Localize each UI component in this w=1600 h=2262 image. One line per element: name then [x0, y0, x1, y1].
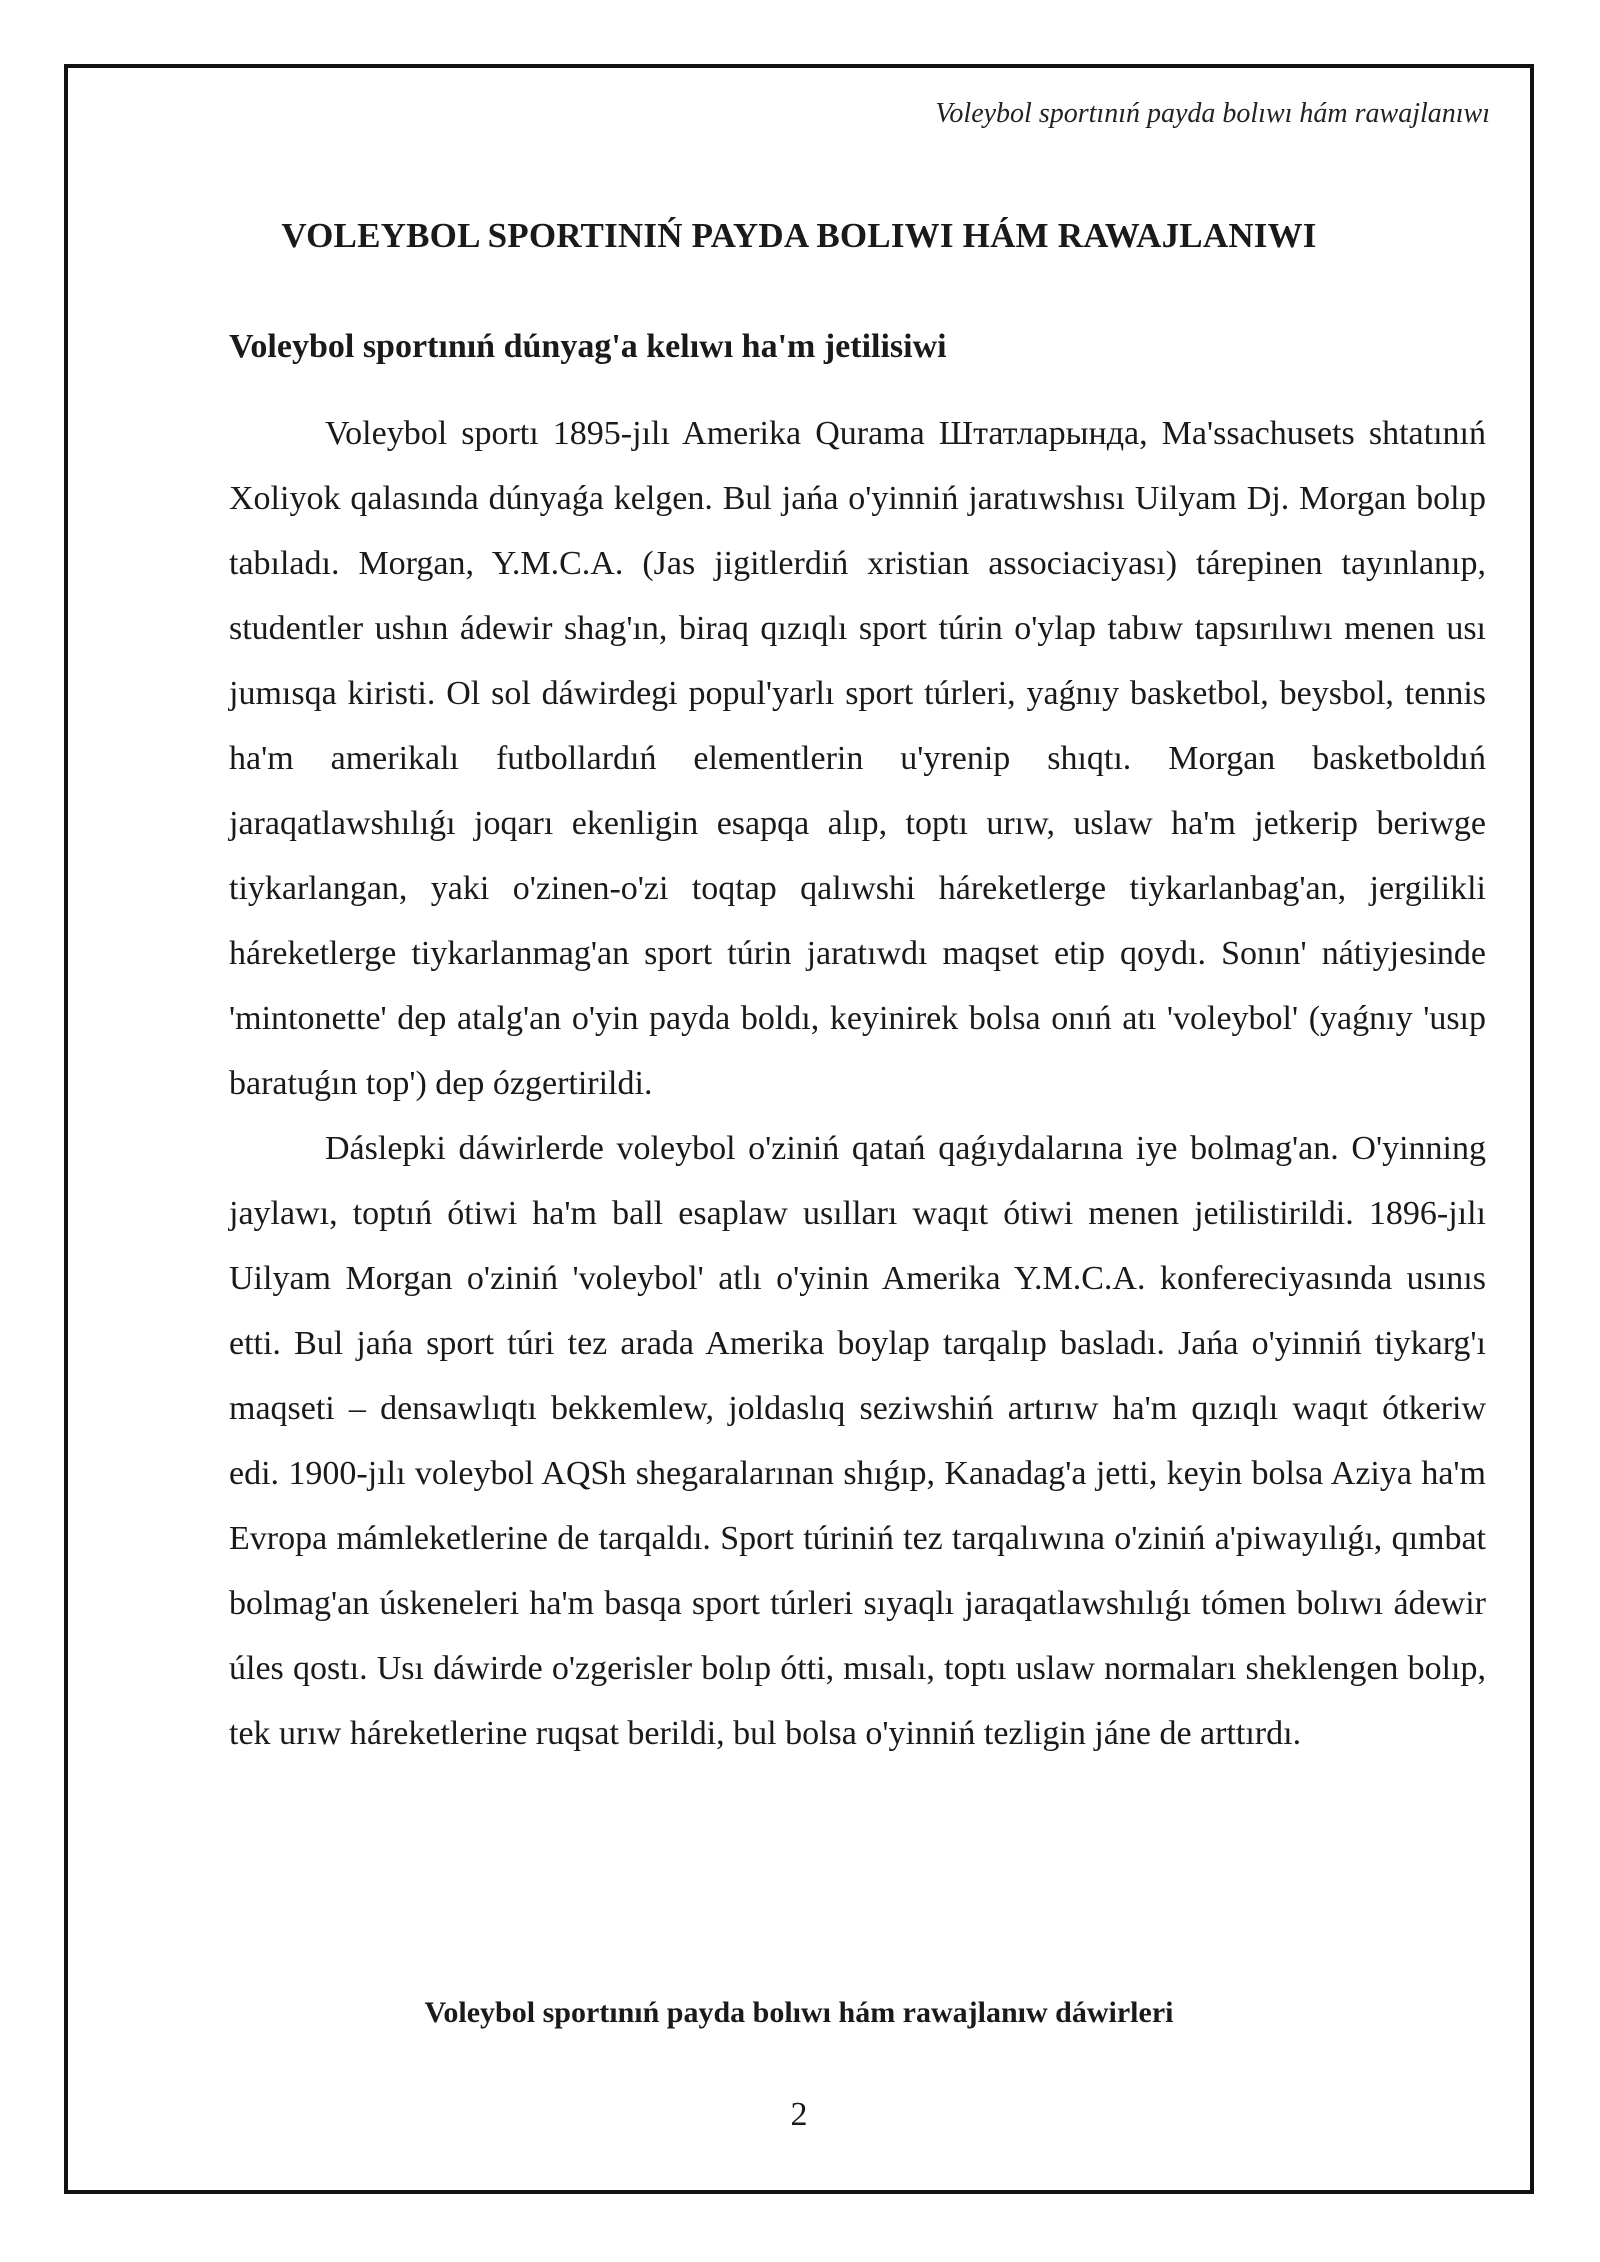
- paragraph: Dáslepki dáwirlerde voleybol o'ziniń qatań qaǵıydalarına iye bolmag'an. O'yinning jaylawı, toptıń ótiwi ha'm ball esaplaw usılları waqıt ótiwi menen jetilistirildi. 1896-jılı Uilyam Morgan o'ziniń 'voleybol' atlı o'yinin Amerika Y.M.C.A. konfereciyasında usınıs etti. Bul jańa sport túri tez arada Amerika boylap tarqalıp basladı. Jańa o'yinniń tiykarg'ı maqseti – densawlıqtı bekkemlew, joldaslıq seziwshiń artırıw ha'm qızıqlı waqıt ótkeriw edi. 1900-jılı voleybol AQSh shegaralarınan shıǵıp, Kanadag'a jetti, keyin bolsa Aziya ha'm Evropa mámleketlerine de tarqaldı. Sport túriniń tez tarqalıwına o'ziniń a'piwayılıǵı, qımbat bolmag'an úskeneleri ha'm basqa sport túrleri sıyaqlı jaraqatlawshılıǵı tómen bolıwı ádewir úles qostı. Usı dáwirde o'zgerisler bolıp ótti, mısalı, toptı uslaw normaları sheklengen bolıp, tek urıw háreketlerine ruqsat berildi, bul bolsa o'yinniń tezligin jáne de arttırdı.: [229, 1130, 1486, 1752]
- body-text: [229, 401, 1486, 1766]
- paragraph: Voleybol sportı 1895-jılı Amerika Qurama Штатларында, Ma'ssachusets shtatınıń Xoliyok qalasında dúnyaǵa kelgen. Bul jańa o'yinniń jaratıwshısı Uilyam Dj. Morgan bolıp tabıladı. Morgan, Y.M.C.A. (Jas jigitlerdiń xristian associaciyası) tárepinen tayınlanıp, studentler ushın ádewir shag'ın, biraq qızıqlı sport túrin o'ylap tabıw tapsırılıwı menen usı jumısqa kiristi. Ol sol dáwirdegi popul'yarlı sport túrleri, yaǵnıy basketbol, beysbol, tennis ha'm amerikalı futbollardıń elementlerin u'yrenip shıqtı. Morgan basketboldıń jaraqatlawshılıǵı joqarı ekenligin esapqa alıp, toptı urıw, uslaw ha'm jetkerip beriwge tiykarlangan, yaki o'zinen-o'zi toqtap qalıwshi háreketlerge tiykarlanbag'an, jergilikli háreketlerge tiykarlanmag'an sport túrin jaratıwdı maqset etip qoydı. Sonın' nátiyjesinde 'mintonette' dep atalg'an o'yin payda boldı, keyinirek bolsa onıń atı 'voleybol' (yaǵnıy 'usıp baratuǵın top') dep ózgertirildi.: [229, 415, 1486, 1102]
- running-header: Voleybol sportınıń payda bolıwı hám rawajlanıwı: [935, 98, 1490, 129]
- page-number: 2: [790, 2096, 808, 2133]
- section-heading: Voleybol sportınıń dúnyag'a kelıwı ha'm jetilisiwi: [229, 328, 947, 365]
- figure-caption: Voleybol sportınıń payda bolıwı hám rawajlanıw dáwirleri: [424, 1996, 1174, 2029]
- document-title: VOLEYBOL SPORTINIŃ PAYDA BOLIWI HÁM RAWAJLANIWI: [281, 216, 1317, 255]
